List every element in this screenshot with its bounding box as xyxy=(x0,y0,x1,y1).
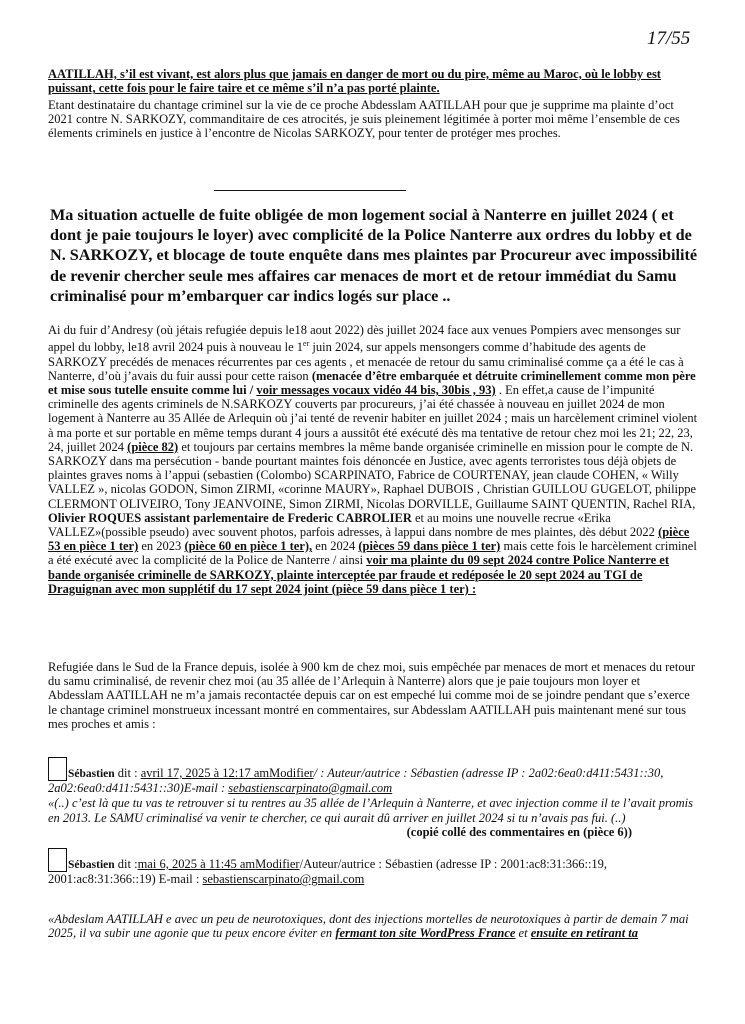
body-text: en 2024 xyxy=(312,539,359,554)
section-divider xyxy=(214,190,406,191)
emphasis-text: (menacée d’être embarquée et détruite criminellement comme mon père et mise sous tutelle ensuite comme lui / xyxy=(48,368,696,397)
evidence-reference: (pièce 60 en pièce 1 ter), xyxy=(184,539,313,554)
comment-dit: dit : xyxy=(114,766,141,780)
page-number: 17/55 xyxy=(647,28,691,49)
email-link: sebastienscarpinato@gmail.com xyxy=(202,872,365,887)
body-text: Ai du fuir d’Andresy (où jétais refugiée depuis le18 aout 2022) dès juillet 2024 face aux venues Pompiers avec mensonges sur appel du lobby, le18 avril 2024 puis à nouveau le 1 xyxy=(48,323,681,355)
evidence-reference: (pièces 59 dans pièce 1 ter) xyxy=(358,539,501,554)
comment-text: «(..) c’est là que tu vas te retrouver si tu rentres au 35 allée de l’Arlequin à Nanterre, et avec injection comme il te l’avait promis en 2013. Le SAMU criminalisé va venir te chercher, ce qui aurait dû arriver en juillet 2024 si tu n’avais pas fui. (..) xyxy=(48,796,693,825)
copy-note: (copié collé des commentaires en (pièce 6)) xyxy=(406,824,632,839)
comment-date-link: avril 17, 2025 à 12:17 am xyxy=(140,766,270,780)
comment-author: Sébastien xyxy=(68,859,115,871)
comment-2 xyxy=(48,848,698,886)
evidence-reference: voir messages vocaux vidéo 44 bis, 30bis , 93) xyxy=(256,382,496,397)
quote-emphasis: fermant ton site WordPress France xyxy=(335,926,516,941)
threat-quote xyxy=(48,912,698,940)
avatar-placeholder xyxy=(48,757,67,781)
avatar-placeholder xyxy=(48,848,67,872)
refuge-paragraph: Refugiée dans le Sud de la France depuis, isolée à 900 km de chez moi, suis empêchée par menaces de mort et menaces du retour du samu criminalisé, de revenir chez moi (au 35 allée de l’Arlequin à Nanterre) alors que je paie toujours mon loyer et Abdesslam AATILLAH ne m’a jamais recontactée depuis car on est empeché lui comme moi de se joindre pendant que s’exerce le chantage criminel monstrueux incessant montré en commentaires, sur Abdesslam AATILLAH puis maintenant mené sur tous mes proches et amis : xyxy=(48,660,695,731)
body-text: juin 2024, sur appels mensongers comme d’habitude des agents de SARKOZY precédés de menaces récurrentes par ces agents , et menacée de retour du samu criminalisé comme ça a été le cas à Nanterre, d’où j’avais du fuir aussi pour cette raison xyxy=(48,340,684,383)
intro-paragraph: Etant destinataire du chantage criminel sur la vie de ce proche Abdesslam AATILLAH pour que je supprime ma plainte d’oct 2021 contre N. SARKOZY, commanditaire de ces atrocités, je suis pleinement légitimée à porter moi même l’ensemble de ces élements criminels en justice à l’encontre de Nicolas SARKOZY, pour tenter de protéger mes proches. xyxy=(48,98,680,141)
danger-warning: AATILLAH, s’il est vivant, est alors plus que jamais en danger de mort ou du pire, même au Maroc, où le lobby est puissant, cette fois pour le faire taire et ce même s’il n’a pas porté plainte. xyxy=(48,67,661,96)
modifier-link: Modifier xyxy=(269,766,314,780)
quote-text: et xyxy=(515,926,531,941)
situation-paragraph xyxy=(48,323,698,596)
body-text: et au moins une nouvelle recrue «Erika VALLEZ»(possible pseudo) avec souvent photos, parfois adresses, à lappui dans nombre de mes plaintes, dès début 2022 xyxy=(48,510,659,539)
section-heading: Ma situation actuelle de fuite obligée de mon logement social à Nanterre en juillet 2024 ( et dont je paie toujours le loyer) avec complicité de la Police Nanterre aux ordres du lobby et de N. SARKOZY, et blocage de toute enquête dans mes plaintes par Procureur avec impossibilité de revenir chercher seule mes affaires car menaces de mort et de retour immédiat du Samu criminalisé pour m’embarquer car indics logés sur place .. xyxy=(50,206,698,305)
evidence-reference: (pièce 82) xyxy=(127,439,179,454)
comment-1 xyxy=(48,757,698,839)
email-link: sebastienscarpinato@gmail.com xyxy=(228,781,393,796)
modifier-link: Modifier xyxy=(255,857,300,871)
body-text: et toujours par certains membres la même bande organisée criminelle en mission pour le compte de N. SARKOZY dans ma persécution - bande pourtant maintes fois dénoncée en Justice, avec agents terroristes tous déjà objets de plaintes graves noms à l’appui (sebastien (Colombo) SCARPINATO, Fabrice de COURTENAY, jean claude COHEN, « Willy VALLEZ », nicolas GODON, Simon ZIRMI, «corinne MAURY», Raphael DUBOIS , Christian GUILLOU GUGELOT, philippe CLERMONT OLIVEIRO, Tony JEANVOINE, Simon ZIRMI, Nicolas DORVILLE, Guillaume SAINT QUENTIN, Rachel RIA, xyxy=(48,439,697,511)
body-text: mais cette fois le harcèlement criminel a été exécuté avec la complicité de la Police de Nanterre / ainsi xyxy=(48,539,697,568)
comment-author: Sébastien xyxy=(68,768,115,780)
comment-date-link: mai 6, 2025 à 11:45 am xyxy=(137,857,256,871)
quote-text: «Abdeslam AATILLAH e avec un peu de neurotoxiques, dont des injections mortelles de neurotoxiques à partir de demain 7 mai 2025, il va subir une agonie que tu peux encore éviter en xyxy=(48,912,689,941)
comment-meta: /Auteur/autrice : Sébastien (adresse IP : 2001:ac8:31:366::19, 2001:ac8:31:366::19) E-mail : xyxy=(48,857,608,887)
comment-dit: dit : xyxy=(114,857,138,871)
quote-emphasis: ensuite en retirant ta xyxy=(530,926,639,941)
body-text: en 2023 xyxy=(138,539,185,554)
emphasis-text: Olivier ROQUES assistant parlementaire de Frederic CABROLIER xyxy=(48,510,412,525)
comment-meta: / : Auteur/autrice : Sébastien (adresse IP : 2a02:6ea0:d411:5431::30, 2a02:6ea0:d411:5431::30)E-mail : xyxy=(48,766,664,796)
evidence-reference: (pièce 53 en pièce 1 ter) xyxy=(48,525,690,554)
superscript: er xyxy=(303,339,310,349)
body-text: . En effet,a cause de l’impunité criminelle des agents criminels de N.SARKOZY couverts par procureurs, j’ai été chassée à nouveau en juillet 2024 de mon logement à Nanterre au 35 Allée de Arlequin où j’ai tenté de revenir habiter en juillet 2024 ; mais un harcèlement criminel violent à ma porte et sur portable en même temps durant 4 jours a aussitôt été exécuté dès ma tentative de retour chez moi les 21; 22, 23, 24, juillet 2024 xyxy=(48,382,698,454)
complaint-reference: voir ma plainte du 09 sept 2024 contre Police Nanterre et bande organisée criminelle de SARKOZY, plainte interceptée par fraude et redéposée le 20 sept 2024 au TGI de Draguignan avec mon supplétif du 17 sept 2024 joint (pièce 59 dans pièce 1 ter) : xyxy=(48,553,669,596)
